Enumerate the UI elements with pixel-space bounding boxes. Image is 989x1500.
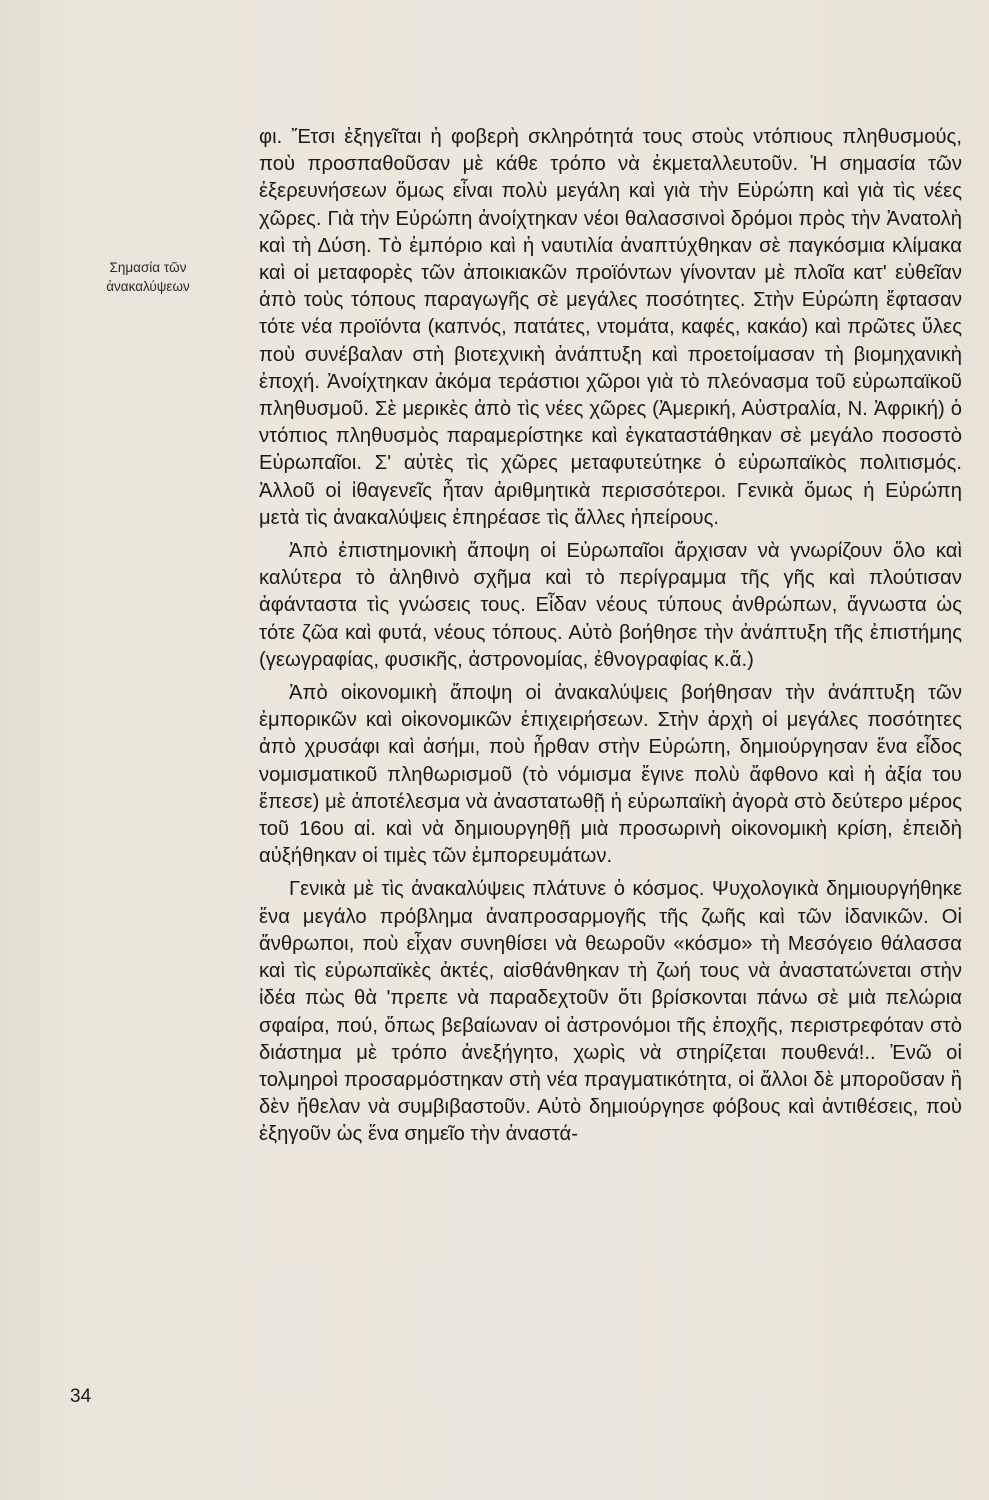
margin-note [68, 258, 228, 296]
paragraph: Ἀπὸ ἐπιστημονικὴ ἄποψη οἱ Εὐρωπαῖοι ἄρχισαν νὰ γνωρίζουν ὅλο καὶ καλύτερα τὸ ἀληθινὸ σχῆμα καὶ τὸ περίγραμμα τῆς γῆς καὶ πλούτισαν ἀφάνταστα τὶς γνώσεις τους. Εἶδαν νέους τύπους ἀνθρώπων, ἄγνωστα ὡς τότε ζῶα καὶ φυτά, νέους τόπους. Αὐτὸ βοήθησε τὴν ἀνάπτυξη τῆς ἐπιστήμης (γεωγραφίας, φυσικῆς, ἀστρονομίας, ἐθνογραφίας κ.ἄ.) [259, 540, 962, 671]
page-number: 34 [70, 1386, 92, 1407]
paragraph: Γενικὰ μὲ τὶς ἀνακαλύψεις πλάτυνε ὁ κόσμος. Ψυχολογικὰ δημιουργήθηκε ἕνα μεγάλο πρόβλημα ἀναπροσαρμογῆς τῆς ζωῆς καὶ τῶν ἰδανικῶν. Οἱ ἄνθρωποι, ποὺ εἶχαν συνηθίσει νὰ θεωροῦν «κόσμο» τὴ Μεσόγειο θάλασσα καὶ τὶς εὐρωπαϊκὲς ἀκτές, αἰσθάνθηκαν τὴ ζωή τους νὰ ἀναστατώνεται στὴν ἰδέα πὼς θὰ 'πρεπε νὰ παραδεχτοῦν ὅτι βρίσκονται πάνω σὲ μιὰ πελώρια σφαίρα, πού, ὅπως βεβαίωναν οἱ ἀστρονόμοι τῆς ἐποχῆς, περιστρεφόταν στὸ διάστημα μὲ τρόπο ἀνεξήγητο, χωρὶς νὰ στηρίζεται πουθενά!.. Ἐνῶ οἱ τολμηροὶ προσαρμόστηκαν στὴ νέα πραγματικότητα, οἱ ἄλλοι δὲ μποροῦσαν ἢ δὲν ἤθελαν νὰ συμβιβαστοῦν. Αὐτὸ δημιούργησε φόβους καὶ ἀντιθέσεις, ποὺ ἐξηγοῦν ὡς ἕνα σημεῖο τὴν ἀναστά- [259, 878, 962, 1146]
paragraph: φι. Ἔτσι ἐξηγεῖται ἡ φοβερὴ σκληρότητά τους στοὺς ντόπιους πληθυσμούς, ποὺ προσπαθοῦσαν μὲ κάθε τρόπο νὰ ἐκμεταλλευτοῦν. Ἡ σημασία τῶν ἐξερευνήσεων ὅμως εἶναι πολὺ μεγάλη καὶ γιὰ τὴν Εὐρώπη καὶ γιὰ τὶς νέες χῶρες. Γιὰ τὴν Εὐρώπη ἀνοίχτηκαν νέοι θαλασσινοὶ δρόμοι πρὸς τὴν Ἀνατολὴ καὶ τὴ Δύση. Τὸ ἐμπόριο καὶ ἡ ναυτιλία ἀναπτύχθηκαν σὲ παγκόσμια κλίμακα καὶ οἱ μεταφορὲς τῶν ἀποικιακῶν προϊόντων γίνονταν μὲ πλοῖα κατ' εὐθεῖαν ἀπὸ τοὺς τόπους παραγωγῆς σὲ μεγάλες ποσότητες. Στὴν Εὐρώπη ἔφτασαν τότε νέα προϊόντα (καπνός, πατάτες, ντομάτα, καφές, κακάο) καὶ πρῶτες ὕλες ποὺ συνέβαλαν στὴ βιοτεχνικὴ ἀνάπτυξη καὶ προετοίμασαν τὴ βιομηχανικὴ ἐποχή. Ἀνοίχτηκαν ἀκόμα τεράστιοι χῶροι γιὰ τὸ πλεόνασμα τοῦ εὐρωπαϊκοῦ πληθυσμοῦ. Σὲ μερικὲς ἀπὸ τὶς νέες χῶρες (Ἀμερική, Αὐστραλία, Ν. Ἀφρική) ὁ ντόπιος πληθυσμὸς παραμερίστηκε καὶ ἐγκαταστάθηκαν σὲ μεγάλο ποσοστὸ Εὐρωπαῖοι. Σ' αὐτὲς τὶς χῶρες μεταφυτεύτηκε ὁ εὐρωπαϊκὸς πολιτισμός. Ἀλλοῦ οἱ ἰθαγενεῖς ἦταν ἀριθμητικὰ περισσότεροι. Γενικὰ ὅμως ἡ Εὐρώπη μετὰ τὶς ἀνακαλύψεις ἐπηρέασε τὶς ἄλλες ἠπείρους. [259, 126, 962, 529]
paragraph: Ἀπὸ οἰκονομικὴ ἄποψη οἱ ἀνακαλύψεις βοήθησαν τὴν ἀνάπτυξη τῶν ἐμπορικῶν καὶ οἰκονομικῶν ἐπιχειρήσεων. Στὴν ἀρχὴ οἱ μεγάλες ποσότητες ἀπὸ χρυσάφι καὶ ἀσήμι, ποὺ ἦρθαν στὴν Εὐρώπη, δημιούργησαν ἕνα εἶδος νομισματικοῦ πληθωρισμοῦ (τὸ νόμισμα ἔγινε πολὺ ἄφθονο καὶ ἡ ἀξία του ἔπεσε) μὲ ἀποτέλεσμα νὰ ἀναστατωθῇ ἡ εὐρωπαϊκὴ ἀγορὰ στὸ δεύτερο μέρος τοῦ 16ου αἰ. καὶ νὰ δημιουργηθῇ μιὰ προσωρινὴ οἰκονομικὴ κρίση, ἐπειδὴ αὐξήθηκαν οἱ τιμὲς τῶν ἐμπορευμάτων. [259, 682, 962, 868]
margin-note-line: Σημασία τῶν [109, 260, 187, 275]
main-text [259, 124, 962, 1149]
margin-note-line: ἀνακαλύψεων [106, 279, 190, 294]
